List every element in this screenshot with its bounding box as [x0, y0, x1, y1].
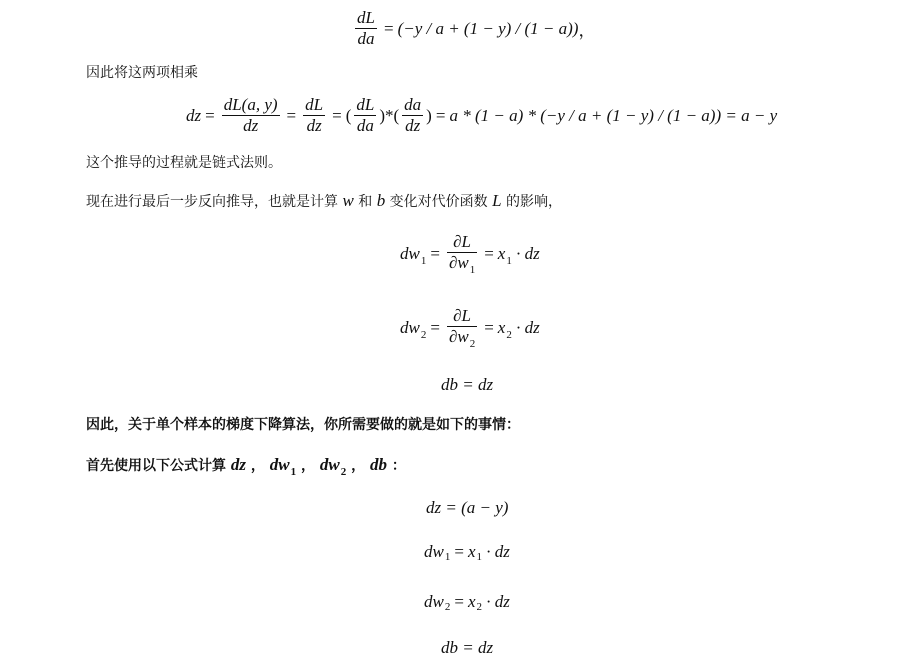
fraction-dLay-dz: [222, 95, 280, 136]
var-dw1: $dw_1$: [269, 455, 297, 478]
var-w: w: [342, 191, 354, 210]
denominator: da: [357, 29, 375, 48]
final-db: db = dz: [441, 638, 494, 657]
equation-dw1: $dw_1$ = $\frac{\partial L}{\partial w_1}$ = $x_1$ · dz: [400, 232, 540, 276]
numerator: ∂L: [453, 306, 471, 325]
var-dz: dz: [230, 455, 246, 474]
var-dw2: $dw_2$: [319, 455, 347, 478]
separator: ，: [351, 458, 366, 474]
equation-rhs: a * (1 − a) * (−y / a + (1 − y) / (1 − a)) = a − y: [449, 105, 778, 125]
paragraph-first-compute: [86, 456, 406, 476]
fraction-partial-w2: [447, 306, 477, 349]
numerator: dL: [356, 95, 375, 114]
fraction-da-dz: [402, 95, 423, 136]
equation-lhs: $dw_1$: [400, 243, 427, 267]
denominator: dz: [243, 116, 259, 135]
equation-db: db = dz: [441, 375, 494, 394]
denominator: $\partial w_2$: [448, 327, 476, 350]
fraction-dL-da-2: [354, 95, 376, 136]
separator: ，: [250, 458, 265, 474]
numerator: dL(a, y): [223, 95, 278, 114]
equation-dw2: $dw_2$ = $\frac{\partial L}{\partial w_2}$ = $x_2$ · dz: [400, 306, 540, 350]
final-dw1: dw 1 = x 1 · dz: [424, 542, 510, 563]
denominator: da: [356, 116, 374, 135]
var-b: b: [376, 191, 386, 210]
separator: ：: [391, 458, 406, 474]
equation-lhs: $dw_2$: [400, 317, 427, 341]
paragraph-chain-rule: 这个推导的过程就是链式法则。: [86, 155, 282, 171]
numerator: da: [404, 95, 422, 114]
var-db: db: [369, 455, 387, 474]
equation-rhs: $x_2$ · dz: [497, 317, 540, 341]
equation-rhs: (−y / a + (1 − y) / (1 − a)): [397, 18, 579, 38]
final-dz: dz = (a − y): [426, 498, 509, 517]
numerator: ∂L: [453, 232, 471, 251]
paragraph-multiply: 因此将这两项相乘: [86, 65, 198, 81]
var-L: L: [492, 191, 502, 210]
paragraph-summary: 因此，关于单个样本的梯度下降算法，你所需要做的就是如下的事情：: [86, 417, 520, 433]
text-span: 首先使用以下公式计算: [86, 458, 226, 474]
paragraph-backprop: [86, 192, 562, 211]
separator: ，: [300, 458, 315, 474]
numerator: dL: [357, 8, 375, 27]
text-span: 的影响，: [506, 194, 563, 210]
equation-punct: ，: [578, 21, 596, 40]
equation-dL-da: $\frac{dL}{da}$ = (−y / a + (1 − y) / (1 − a)) ，: [357, 8, 596, 48]
fraction-dL-dz: [303, 95, 325, 136]
text-span: 和: [358, 194, 373, 210]
text-span: 现在进行最后一步反向推导，也就是计算: [86, 194, 338, 210]
text-span: 变化对代价函数: [389, 194, 488, 210]
denominator: dz: [306, 116, 322, 135]
fraction-partial-w1: [447, 232, 477, 275]
denominator: dz: [405, 116, 421, 135]
final-dw2: dw 2 = x 2 · dz: [424, 592, 510, 613]
fraction-dL-da: [355, 8, 377, 49]
equation-lhs: dz: [186, 105, 202, 125]
equation-rhs: $x_1$ · dz: [497, 243, 540, 267]
equation-chain-rule: dz = $\frac{dL(a, y)}{dz}$ = $\frac{dL}{dz}$ = ( $\frac{dL}{da}$ )*( $\frac{da}{dz}$ ) = a * (1 − a) * (−y / a + (1 − y) / (1 − a)) = a − y: [186, 95, 778, 135]
denominator: $\partial w_1$: [448, 253, 476, 276]
numerator: dL: [305, 95, 324, 114]
